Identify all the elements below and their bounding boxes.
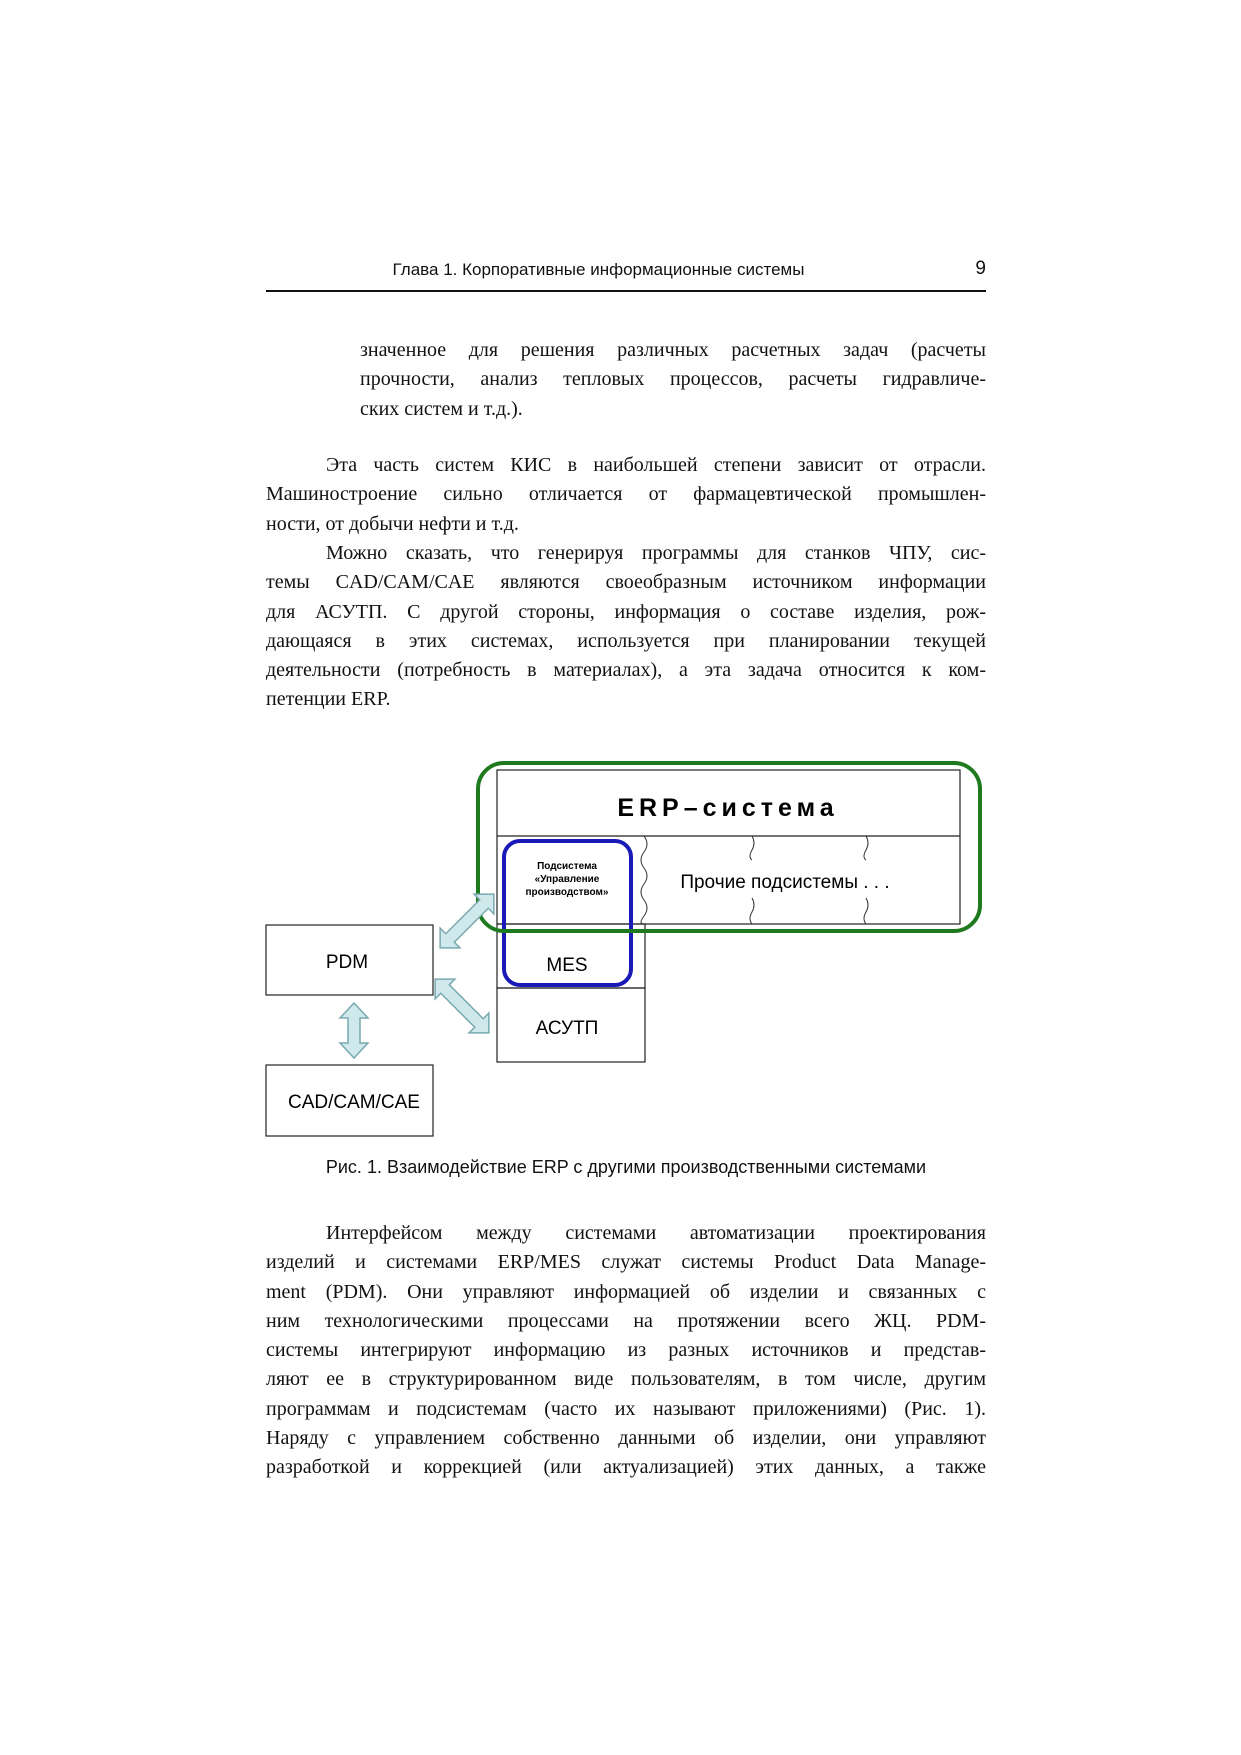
pdm-label: PDM xyxy=(325,952,369,973)
text-line: Интерфейсом между системами автоматизации проектирования xyxy=(326,1222,986,1244)
text-line: дающаяся в этих системах, используется при планировании текущей xyxy=(266,629,986,652)
wavy-separator xyxy=(641,836,647,924)
wavy-mark xyxy=(864,836,868,860)
text-line: ности, от добычи нефти и т.д. xyxy=(266,512,519,535)
text-line: деятельности (потребность в материалах), а эта задача относится к ком- xyxy=(266,659,986,682)
mes-box xyxy=(497,924,645,988)
cad-label: CAD/CAM/CAE xyxy=(288,1092,420,1113)
page-number: 9 xyxy=(975,258,986,279)
erp-outline xyxy=(478,763,980,931)
figure-caption: Рис. 1. Взаимодействие ERP с другими производственными системами xyxy=(325,1157,927,1177)
double-arrow-icon xyxy=(425,969,499,1043)
text-line: петенции ERP. xyxy=(266,688,391,711)
text-line: Машиностроение сильно отличается от фармацевтической промышлен- xyxy=(266,483,986,506)
erp-title: ERP–система xyxy=(617,794,839,822)
double-arrow-icon xyxy=(340,1003,368,1058)
page-header xyxy=(266,256,986,292)
mes-label: MES xyxy=(546,955,588,976)
wavy-mark xyxy=(750,898,754,924)
production-subsystem-outline xyxy=(504,841,631,985)
asutp-box xyxy=(497,988,645,1062)
erp-system-box xyxy=(497,770,960,924)
paragraph-3 xyxy=(266,539,986,715)
text-line: темы CAD/CAM/CAE являются своеобразным источником информации xyxy=(266,571,986,594)
text-line: ских систем и т.д.). xyxy=(360,397,523,420)
text-line: изделий и системами ERP/MES служат системы Product Data Manage- xyxy=(266,1251,986,1274)
text-line: Наряду с управлением собственно данными об изделии, они управляют xyxy=(266,1427,986,1450)
text-line: ment (PDM). Они управляют информацией об изделии и связанных с xyxy=(266,1280,986,1303)
double-arrow-icon xyxy=(430,884,504,958)
text-line: значенное для решения различных расчетных задач (расчеты xyxy=(360,339,986,361)
text-line: для АСУТП. С другой стороны, информация о составе изделия, рож- xyxy=(266,600,986,623)
text-line: ляют ее в структурированном виде пользователям, в том числе, другим xyxy=(266,1368,986,1391)
paragraph-2 xyxy=(266,451,986,539)
text-line: Эта часть систем КИС в наибольшей степени зависит от отрасли. xyxy=(326,454,986,476)
text-line: программам и подсистемам (часто их называют приложениями) (Рис. 1). xyxy=(266,1397,986,1420)
text-line: Можно сказать, что генерируя программы для станков ЧПУ, сис- xyxy=(326,542,986,564)
chapter-title: Глава 1. Корпоративные информационные системы xyxy=(392,260,805,279)
text-line: разработкой и коррекцией (или актуализацией) этих данных, а также xyxy=(266,1456,986,1479)
wavy-mark xyxy=(750,836,754,860)
subsystem-label-line: Подсистема xyxy=(537,861,597,872)
pdm-box xyxy=(266,925,433,995)
text-line: системы интегрируют информацию из разных источников и представ- xyxy=(266,1339,986,1362)
text-line: прочности, анализ тепловых процессов, расчеты гидравличе- xyxy=(360,368,986,391)
other-subsystems-label: Прочие подсистемы . . . xyxy=(680,872,890,893)
text-line: ним технологическими процессами на протяжении всего ЖЦ. PDM- xyxy=(266,1309,986,1332)
cad-box xyxy=(266,1065,433,1136)
subsystem-label-line: производством» xyxy=(525,887,609,898)
paragraph-1 xyxy=(360,336,986,424)
subsystem-label-line: «Управление xyxy=(534,874,600,885)
paragraph-4 xyxy=(266,1219,986,1483)
wavy-mark xyxy=(864,898,868,924)
asutp-label: АСУТП xyxy=(535,1018,599,1039)
